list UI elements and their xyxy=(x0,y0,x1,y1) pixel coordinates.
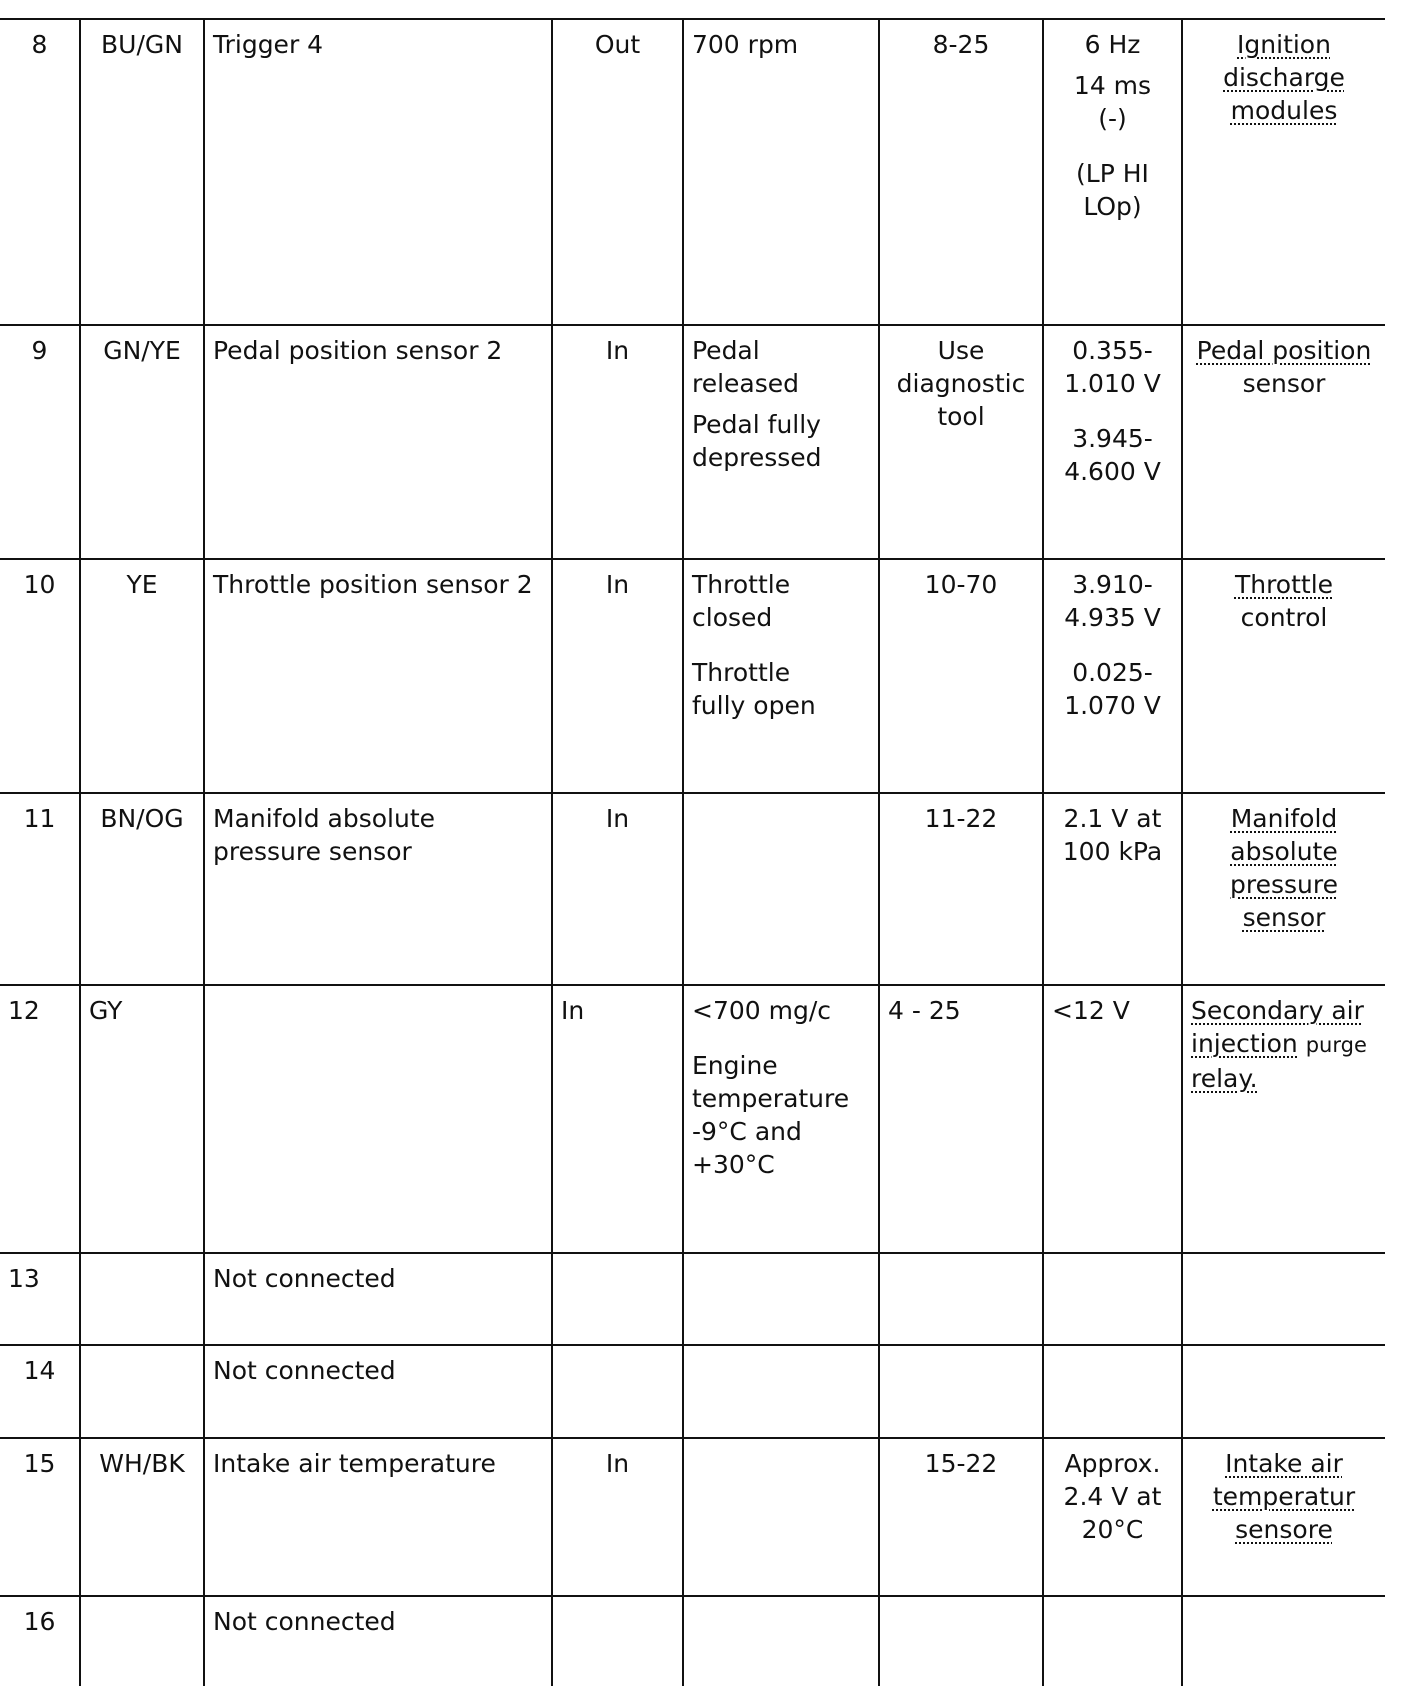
condition-line: Throttle xyxy=(692,658,791,687)
component-reference xyxy=(1182,985,1385,1253)
value-line: 14 ms xyxy=(1073,71,1152,100)
pin-number: 14 xyxy=(0,1345,80,1438)
component-reference xyxy=(1182,19,1385,325)
signal-description: Not connected xyxy=(204,1596,552,1686)
nominal-value xyxy=(1043,325,1182,559)
nominal-value xyxy=(1043,1438,1182,1596)
table-row xyxy=(0,1345,1385,1438)
pin-number: 9 xyxy=(0,325,80,559)
condition-line: 700 rpm xyxy=(692,30,799,59)
value-line: 3.945- xyxy=(1072,424,1153,453)
component-link[interactable]: injection xyxy=(1191,1029,1298,1058)
pin-number: 8 xyxy=(0,19,80,325)
component-link[interactable]: Throttle xyxy=(1234,570,1334,599)
signal-direction: Out xyxy=(552,19,683,325)
condition-line: depressed xyxy=(692,443,822,472)
table-row xyxy=(0,985,1385,1253)
value-line: 4.600 V xyxy=(1064,457,1161,486)
test-condition xyxy=(683,985,879,1253)
value-line: (-) xyxy=(1098,104,1127,133)
component-reference xyxy=(1182,1345,1385,1438)
measure-pins xyxy=(879,1345,1043,1438)
condition-line: -9°C and xyxy=(692,1117,802,1146)
signal-description: Not connected xyxy=(204,1253,552,1345)
condition-line: Engine xyxy=(692,1051,778,1080)
pin-number: 12 xyxy=(0,985,80,1253)
component-link-text: control xyxy=(1240,603,1328,632)
signal-description: Trigger 4 xyxy=(204,19,552,325)
component-reference xyxy=(1182,1596,1385,1686)
component-link[interactable]: sensore xyxy=(1235,1515,1333,1544)
value-line: 100 kPa xyxy=(1062,837,1163,866)
pin-number: 10 xyxy=(0,559,80,793)
table-row xyxy=(0,19,1385,325)
condition-line: Pedal fully xyxy=(692,410,821,439)
nominal-value xyxy=(1043,1345,1182,1438)
measure-pins xyxy=(879,1596,1043,1686)
component-link[interactable]: relay. xyxy=(1191,1064,1258,1093)
wire-color xyxy=(80,1345,204,1438)
wire-color: WH/BK xyxy=(80,1438,204,1596)
signal-direction xyxy=(552,1596,683,1686)
component-reference xyxy=(1182,325,1385,559)
signal-description xyxy=(204,985,552,1253)
table-row xyxy=(0,559,1385,793)
component-link[interactable]: absolute xyxy=(1230,837,1338,866)
value-line: 1.070 V xyxy=(1064,691,1161,720)
pin-number: 15 xyxy=(0,1438,80,1596)
component-link[interactable]: discharge xyxy=(1223,63,1345,92)
signal-direction xyxy=(552,1253,683,1345)
test-condition xyxy=(683,325,879,559)
signal-direction: In xyxy=(552,559,683,793)
nominal-value xyxy=(1043,985,1182,1253)
table-row xyxy=(0,1253,1385,1345)
value-line: 6 Hz xyxy=(1084,30,1141,59)
pin-table xyxy=(0,18,1385,1686)
value-line: 0.025- xyxy=(1072,658,1153,687)
table-row xyxy=(0,1596,1385,1686)
component-link[interactable]: Manifold xyxy=(1230,804,1338,833)
wire-color xyxy=(80,1596,204,1686)
nominal-value xyxy=(1043,19,1182,325)
test-condition xyxy=(683,19,879,325)
wire-color: YE xyxy=(80,559,204,793)
pin-number: 11 xyxy=(0,793,80,985)
condition-line: <700 mg/c xyxy=(692,996,832,1025)
test-condition xyxy=(683,793,879,985)
condition-line: temperature xyxy=(692,1084,850,1113)
measure-pins: 10-70 xyxy=(879,559,1043,793)
value-line: 2.1 V at xyxy=(1063,804,1162,833)
pin-number: 16 xyxy=(0,1596,80,1686)
signal-direction: In xyxy=(552,793,683,985)
table-row xyxy=(0,325,1385,559)
component-link[interactable]: Ignition xyxy=(1237,30,1331,59)
test-condition xyxy=(683,1438,879,1596)
component-link[interactable]: Secondary air xyxy=(1191,996,1364,1025)
component-reference xyxy=(1182,1438,1385,1596)
wire-color: GY xyxy=(80,985,204,1253)
signal-description: Not connected xyxy=(204,1345,552,1438)
value-line: LOp) xyxy=(1083,192,1142,221)
signal-description: Intake air temperature xyxy=(204,1438,552,1596)
nominal-value xyxy=(1043,1596,1182,1686)
value-line: 20°C xyxy=(1081,1515,1144,1544)
condition-line: Pedal xyxy=(692,336,760,365)
value-line: (LP HI xyxy=(1076,159,1149,188)
component-reference xyxy=(1182,559,1385,793)
nominal-value xyxy=(1043,1253,1182,1345)
nominal-value xyxy=(1043,559,1182,793)
component-reference xyxy=(1182,1253,1385,1345)
condition-line: Throttle xyxy=(692,570,791,599)
nominal-value xyxy=(1043,793,1182,985)
component-link[interactable]: Pedal position xyxy=(1196,336,1372,365)
wire-color: BU/GN xyxy=(80,19,204,325)
signal-direction: In xyxy=(552,325,683,559)
wire-color: GN/YE xyxy=(80,325,204,559)
test-condition xyxy=(683,1596,879,1686)
signal-description: Pedal position sensor 2 xyxy=(204,325,552,559)
value-line: 3.910- xyxy=(1072,570,1153,599)
test-condition xyxy=(683,1345,879,1438)
component-link[interactable]: pressure xyxy=(1230,870,1338,899)
condition-line: closed xyxy=(692,603,773,632)
signal-description: Throttle position sensor 2 xyxy=(204,559,552,793)
condition-line: fully open xyxy=(692,691,816,720)
signal-direction: In xyxy=(552,1438,683,1596)
condition-line: released xyxy=(692,369,800,398)
test-condition xyxy=(683,1253,879,1345)
value-line: <12 V xyxy=(1052,996,1130,1025)
table-row xyxy=(0,1438,1385,1596)
measure-pins: 11-22 xyxy=(879,793,1043,985)
value-line: 1.010 V xyxy=(1064,369,1161,398)
component-reference xyxy=(1182,793,1385,985)
condition-line: +30°C xyxy=(692,1150,775,1179)
value-line: 0.355- xyxy=(1072,336,1153,365)
component-link[interactable]: Intake air xyxy=(1225,1449,1343,1478)
value-line: Approx. xyxy=(1064,1449,1161,1478)
signal-direction: In xyxy=(552,985,683,1253)
table-row xyxy=(0,793,1385,985)
value-line: 2.4 V at xyxy=(1063,1482,1162,1511)
component-link[interactable]: sensor xyxy=(1242,903,1326,932)
wire-color: BN/OG xyxy=(80,793,204,985)
component-link[interactable]: modules xyxy=(1230,96,1338,125)
pin-table-page xyxy=(0,18,1385,1686)
measure-pins xyxy=(879,1253,1043,1345)
measure-pins: 15-22 xyxy=(879,1438,1043,1596)
measure-pins: 8-25 xyxy=(879,19,1043,325)
pin-number: 13 xyxy=(0,1253,80,1345)
measure-pins: 4 - 25 xyxy=(879,985,1043,1253)
component-link-note: purge xyxy=(1305,1033,1367,1057)
value-line: 4.935 V xyxy=(1064,603,1161,632)
component-link[interactable]: temperatur xyxy=(1212,1482,1356,1511)
signal-direction xyxy=(552,1345,683,1438)
test-condition xyxy=(683,559,879,793)
signal-description: Manifold absolute pressure sensor xyxy=(204,793,552,985)
wire-color xyxy=(80,1253,204,1345)
component-link-text: sensor xyxy=(1242,369,1326,398)
measure-pins: Use diagnostic tool xyxy=(879,325,1043,559)
